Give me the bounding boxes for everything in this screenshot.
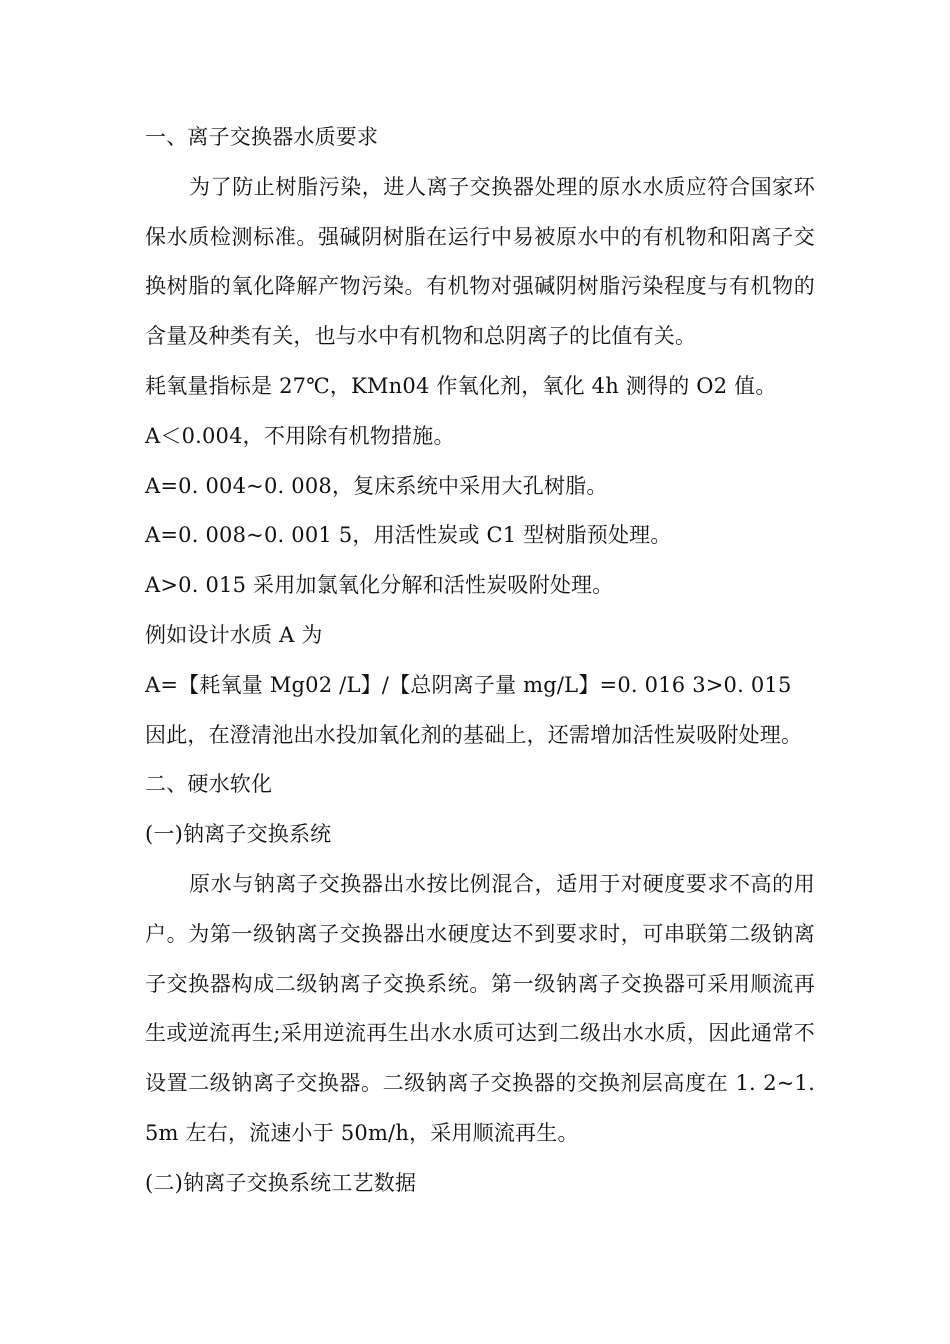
section-heading-1: 一、离子交换器水质要求 <box>145 125 379 149</box>
subsection-heading-2: (二)钠离子交换系统工艺数据 <box>145 1170 417 1195</box>
criterion-line-4: A>0. 015 采用加氯氧化分解和活性炭吸附处理。 <box>145 573 614 598</box>
formula-line: A=【耗氧量 Mg02 /L】/【总阴离子量 mg/L】=0. 016 3>0. 015 <box>145 672 792 697</box>
subsection-heading-1: (一)钠离子交换系统 <box>145 822 332 847</box>
oxygen-consumption-line: 耗氧量指标是 27℃，KMn04 作氧化剂，氧化 4h 测得的 O2 值。 <box>145 373 777 398</box>
conclusion-line: 因此，在澄清池出水投加氧化剂的基础上，还需增加活性炭吸附处理。 <box>145 722 803 747</box>
document-body <box>145 113 815 1209</box>
criterion-line-2: A=0. 004~0. 008，复床系统中采用大孔树脂。 <box>145 473 608 498</box>
criterion-line-1: A＜0.004，不用除有机物措施。 <box>145 423 455 448</box>
example-line: 例如设计水质 A 为 <box>145 622 323 647</box>
section-heading-2: 二、硬水软化 <box>145 772 273 797</box>
paragraph-sodium-exchange: 原水与钠离子交换器出水按比例混合，适用于对硬度要求不高的用户。为第一级钠离子交换器出水硬度达不到要求时，可串联第二级钠离子交换器构成二级钠离子交换系统。第一级钠离子交换器可采用顺流再生或逆流再生;采用逆流再生出水水质可达到二级出水水质，因此通常不设置二级钠离子交换器。二级钠离子交换器的交换剂层高度在 1. 2~1. 5m 左右，流速小于 50m/h，采用顺流再生。 <box>145 871 815 1145</box>
criterion-line-3: A=0. 008~0. 001 5，用活性炭或 C1 型树脂预处理。 <box>145 523 672 548</box>
paragraph-resin-pollution: 为了防止树脂污染，进人离子交换器处理的原水水质应符合国家环保水质检测标准。强碱阴树脂在运行中易被原水中的有机物和阳离子交换树脂的氧化降解产物污染。有机物对强碱阴树脂污染程度与有机物的含量及种类有关，也与水中有机物和总阴离子的比值有关。 <box>145 174 815 349</box>
